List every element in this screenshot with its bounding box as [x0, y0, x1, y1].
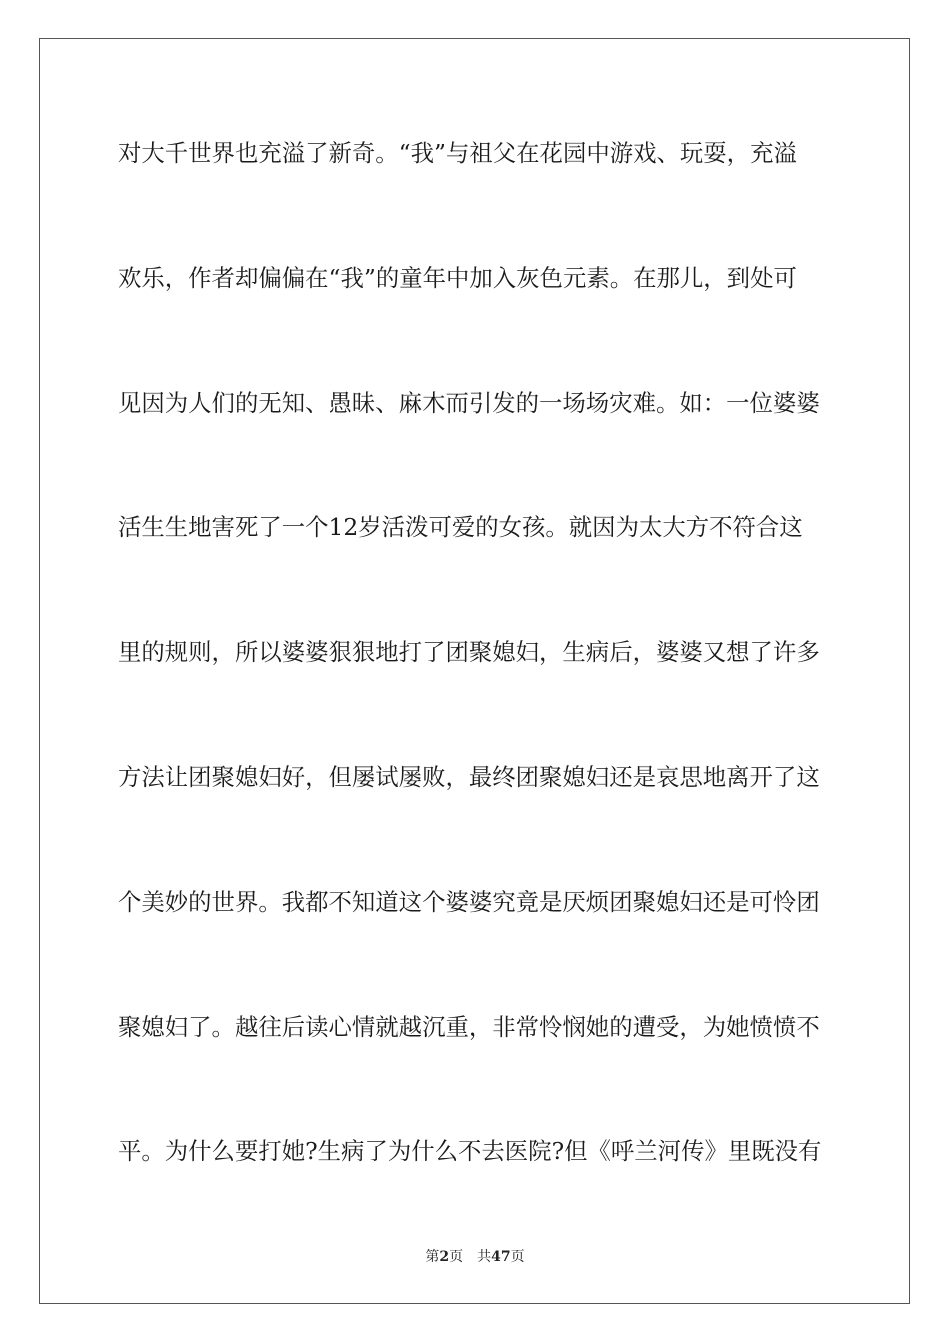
text-line-4: 活生生地害死了一个12岁活泼可爱的女孩。就因为太大方不符合这	[118, 513, 803, 542]
page-prefix: 第	[425, 1249, 440, 1265]
page-number: 2	[439, 1249, 450, 1265]
text-line-3: 见因为人们的无知、愚昧、麻木而引发的一场场灾难。如：一位婆婆	[118, 388, 820, 417]
page-suffix: 页	[449, 1249, 464, 1265]
text-line-5: 里的规则，所以婆婆狠狠地打了团聚媳妇，生病后，婆婆又想了许多	[118, 638, 820, 667]
total-pages-indicator	[477, 1246, 524, 1266]
total-prefix: 共	[477, 1249, 492, 1265]
page-footer	[0, 1246, 950, 1266]
text-line-2: 欢乐，作者却偏偏在“我”的童年中加入灰色元素。在那儿，到处可	[118, 263, 797, 292]
text-line-6: 方法让团聚媳妇好，但屡试屡败，最终团聚媳妇还是哀思地离开了这	[118, 762, 820, 791]
page-indicator	[425, 1246, 463, 1266]
text-line-8: 聚媳妇了。越往后读心情就越沉重，非常怜悯她的遭受，为她愤愤不	[118, 1012, 820, 1041]
document-body	[118, 128, 834, 1251]
text-line-9: 平。为什么要打她?生病了为什么不去医院?但《呼兰河传》里既没有	[118, 1137, 822, 1166]
text-line-7: 个美妙的世界。我都不知道这个婆婆究竟是厌烦团聚媳妇还是可怜团	[118, 887, 820, 916]
text-line-1: 对大千世界也充溢了新奇。“我”与祖父在花园中游戏、玩耍，充溢	[118, 139, 797, 167]
total-pages: 47	[491, 1249, 511, 1265]
total-suffix: 页	[510, 1249, 525, 1265]
